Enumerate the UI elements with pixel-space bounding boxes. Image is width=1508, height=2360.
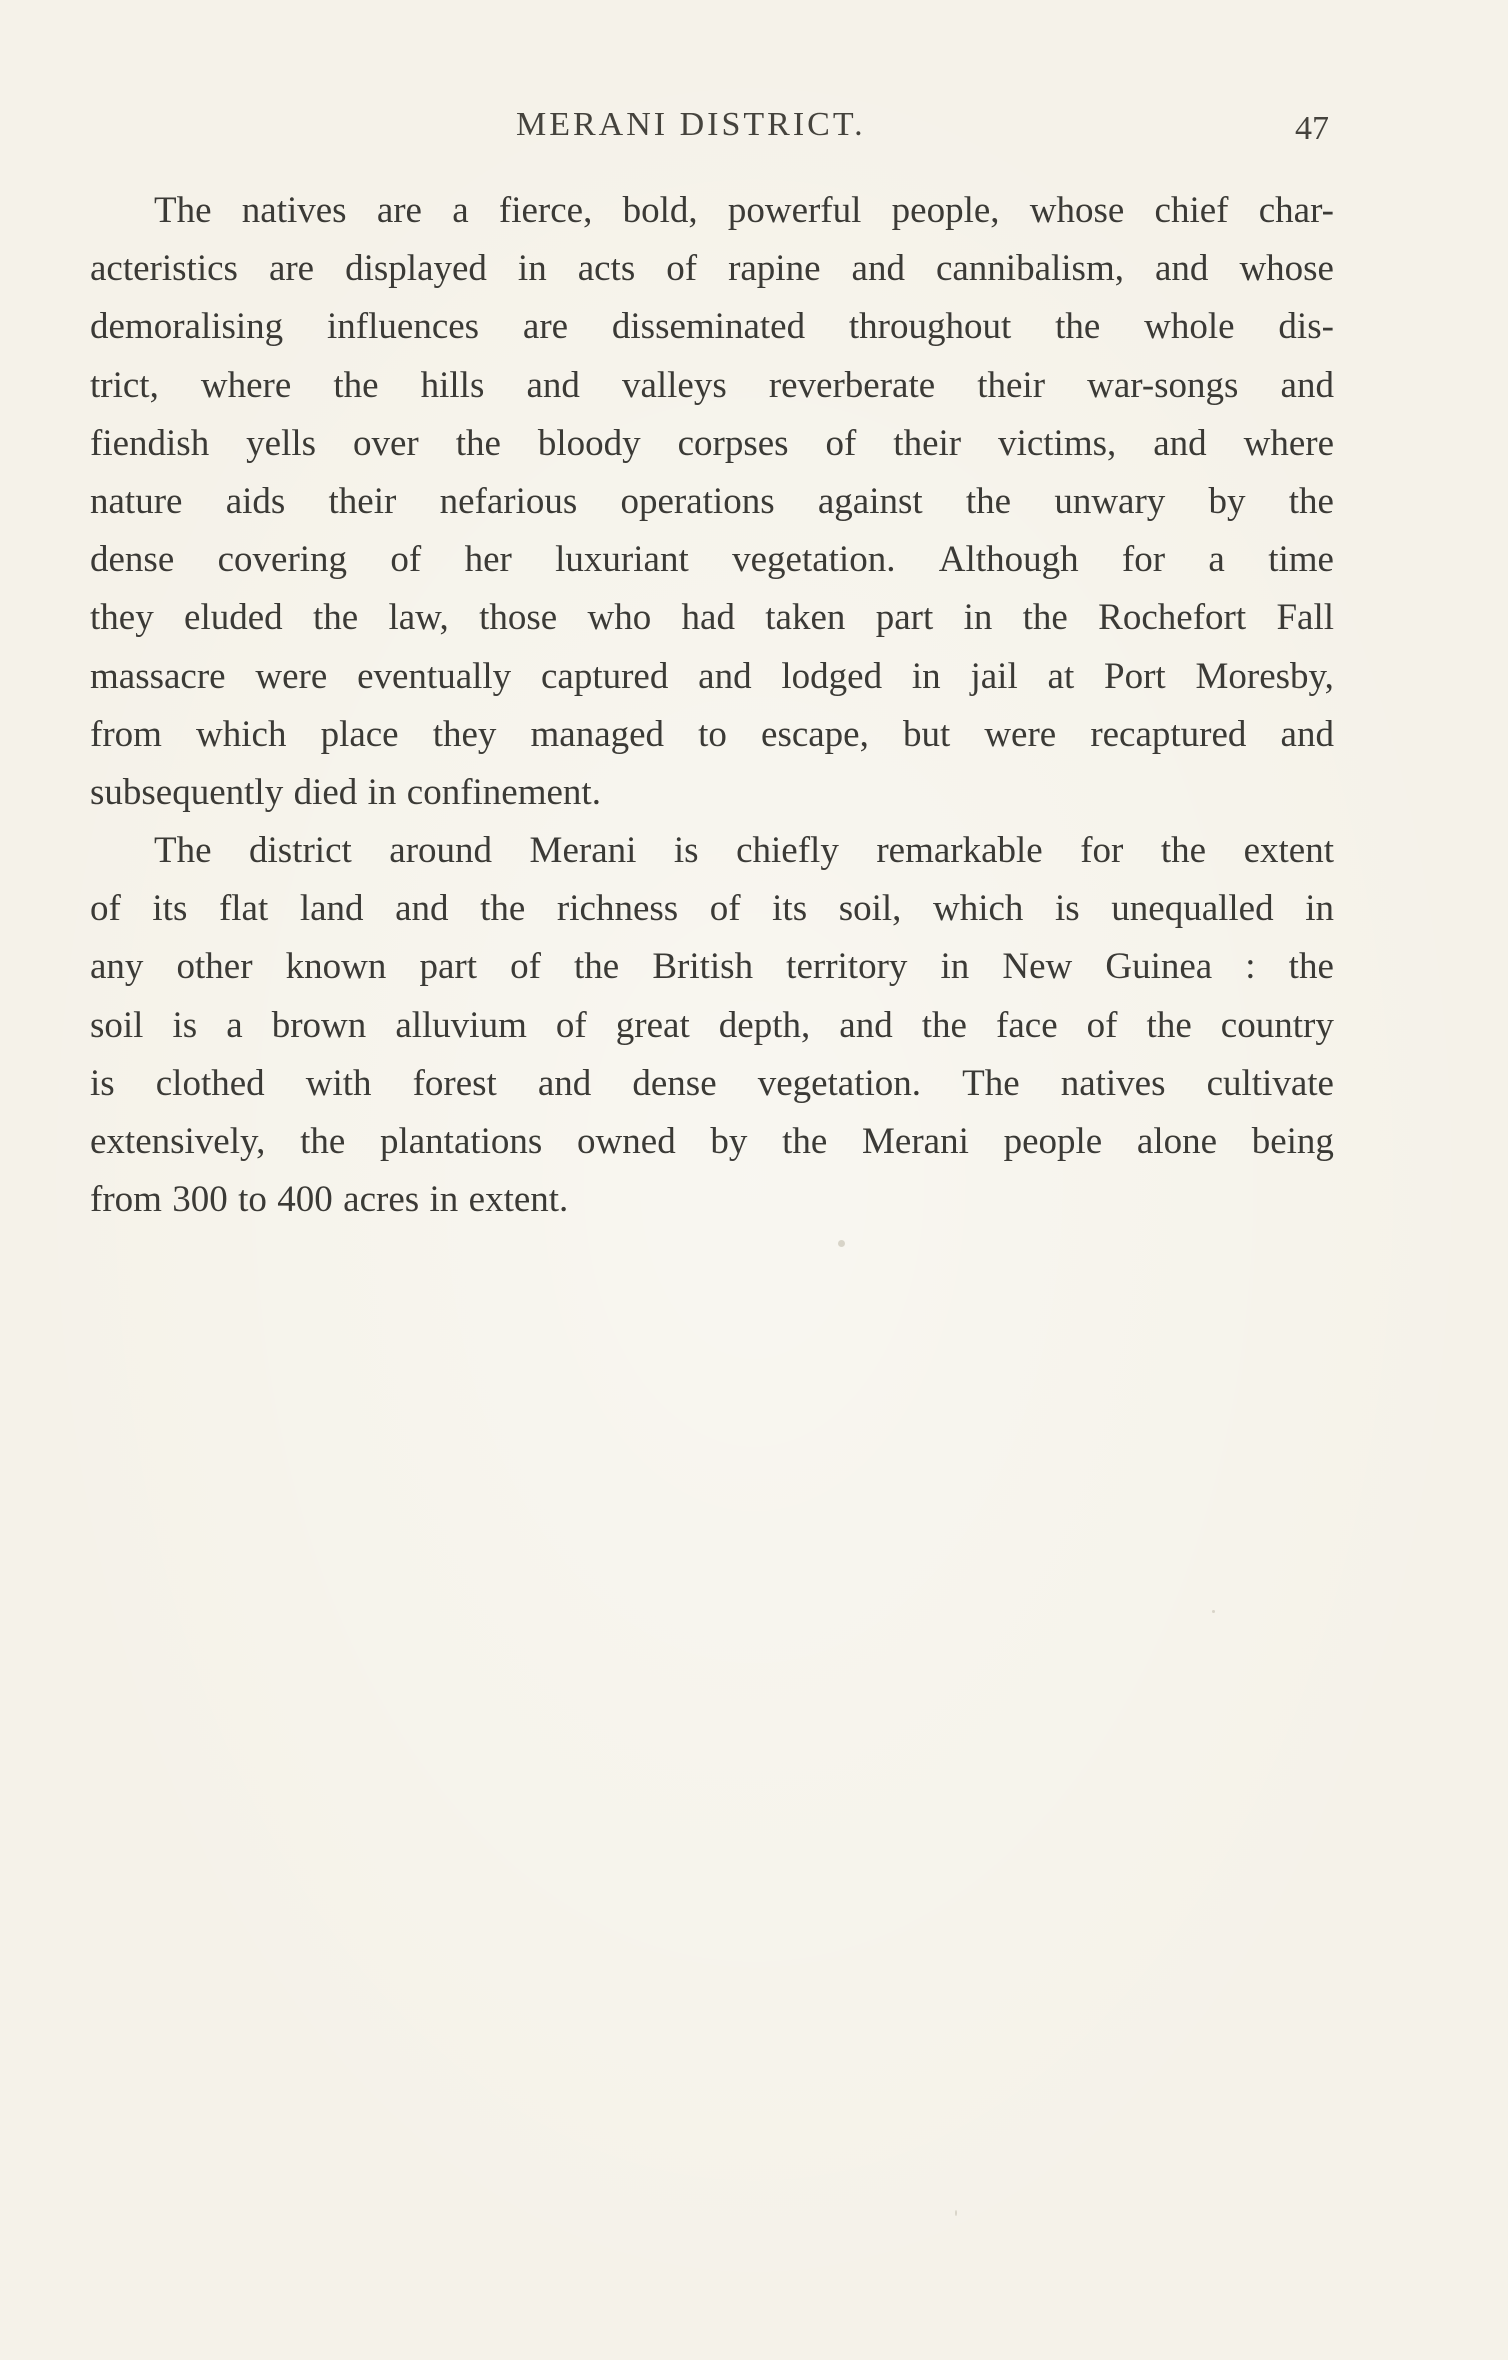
text-line: [90, 706, 1334, 764]
word: acteristics: [90, 248, 238, 290]
word: demoralising: [90, 306, 284, 348]
word: and: [1280, 713, 1334, 755]
word: of: [90, 888, 121, 930]
word: are: [522, 306, 569, 348]
word: and: [839, 1004, 893, 1046]
word: forest: [412, 1062, 497, 1104]
word: of: [510, 946, 541, 988]
word: The: [154, 830, 212, 872]
word: trict,: [90, 364, 159, 406]
word: recaptured: [1090, 713, 1247, 755]
word: escape,: [761, 713, 869, 755]
word: at: [1047, 655, 1075, 697]
word: in: [429, 1179, 459, 1221]
word: captured: [540, 655, 669, 697]
word: they: [432, 713, 497, 755]
word: by: [1208, 480, 1246, 522]
word: died: [293, 771, 358, 813]
word: aids: [225, 480, 286, 522]
word: and: [1153, 422, 1207, 464]
word: unwary: [1054, 480, 1166, 522]
text-line: [90, 822, 1334, 880]
word: Port: [1104, 655, 1166, 697]
word: people: [1003, 1121, 1103, 1162]
word: natives: [1060, 1062, 1166, 1104]
word: subsequently: [90, 771, 284, 813]
word: unequalled: [1111, 888, 1274, 930]
word: depth,: [718, 1004, 811, 1046]
word: chief: [1154, 190, 1229, 231]
word: district: [249, 830, 352, 872]
word: part: [875, 597, 934, 639]
word: valleys: [621, 364, 727, 406]
word: its: [772, 888, 808, 930]
text-line: [90, 182, 1334, 240]
word: whose: [1239, 248, 1334, 290]
word: the: [1055, 306, 1101, 348]
word: 400: [277, 1179, 333, 1221]
word: eluded: [184, 597, 283, 639]
word: bold,: [622, 190, 698, 231]
word: taken: [765, 597, 846, 639]
word: its: [152, 888, 188, 930]
word: extent: [1243, 830, 1334, 872]
word: hills: [420, 364, 485, 406]
word: any: [90, 946, 144, 988]
word: and: [526, 364, 580, 406]
word: is: [90, 1062, 115, 1104]
text-line: [90, 589, 1334, 647]
word: rapine: [728, 248, 821, 290]
word: Although: [938, 539, 1079, 581]
word: fierce,: [498, 190, 593, 231]
word: luxuriant: [555, 539, 689, 581]
word: chiefly: [736, 830, 839, 872]
word: from: [90, 1179, 162, 1221]
word: the: [1022, 597, 1068, 639]
word: Merani: [529, 830, 637, 872]
word: are: [376, 190, 422, 231]
word: whole: [1144, 306, 1235, 348]
word: char-: [1258, 190, 1334, 231]
word: for: [1121, 539, 1166, 581]
word: nefarious: [439, 480, 578, 522]
word: dis-: [1278, 306, 1334, 348]
word: brown: [271, 1004, 367, 1046]
word: and: [698, 655, 752, 697]
word: vegetation.: [732, 539, 896, 581]
running-head: [0, 100, 1508, 150]
word: other: [176, 946, 253, 988]
word: natives: [241, 190, 347, 231]
word: the: [455, 422, 501, 464]
paragraph-natives: [90, 182, 1334, 822]
text-line: [90, 764, 1334, 822]
word: over: [353, 422, 419, 464]
word: had: [681, 597, 735, 639]
word: massacre: [90, 655, 226, 697]
word: jail: [970, 655, 1018, 697]
word: in: [1305, 888, 1334, 930]
text-line: [90, 357, 1334, 415]
word: known: [285, 946, 387, 988]
word: territory: [786, 946, 908, 988]
word: in: [517, 248, 547, 290]
text-line: [90, 415, 1334, 473]
paragraph-district: [90, 822, 1334, 1229]
word: with: [305, 1062, 372, 1104]
word: and: [395, 888, 449, 930]
word: and: [537, 1062, 592, 1104]
word: victims,: [998, 422, 1117, 464]
word: disseminated: [611, 306, 806, 348]
word: being: [1251, 1121, 1334, 1162]
word: the: [574, 946, 620, 988]
word: those: [479, 597, 558, 639]
word: confinement.: [406, 771, 601, 813]
text-line: [90, 298, 1334, 356]
word: influences: [327, 306, 480, 348]
word: managed: [530, 713, 665, 755]
word: covering: [217, 539, 348, 581]
word: alluvium: [395, 1004, 527, 1046]
word: war-songs: [1087, 364, 1239, 406]
word: a: [1208, 539, 1225, 581]
word: throughout: [848, 306, 1012, 348]
word: Fall: [1276, 597, 1334, 639]
word: extensively,: [90, 1121, 266, 1162]
page-number: 47: [1295, 110, 1329, 147]
word: remarkable: [876, 830, 1043, 872]
word: where: [1243, 422, 1334, 464]
word: time: [1268, 539, 1334, 581]
word: of: [666, 248, 698, 290]
word: people,: [891, 190, 1000, 231]
word: and: [1280, 364, 1334, 406]
word: by: [710, 1121, 748, 1162]
word: acres: [343, 1179, 420, 1221]
word: nature: [90, 480, 183, 522]
word: their: [977, 364, 1046, 406]
word: of: [825, 422, 857, 464]
word: land: [299, 888, 364, 930]
word: their: [328, 480, 397, 522]
word: to: [698, 713, 727, 755]
word: country: [1220, 1004, 1334, 1046]
word: of: [709, 888, 741, 930]
word: the: [1146, 1004, 1192, 1046]
word: owned: [577, 1121, 676, 1162]
word: the: [921, 1004, 967, 1046]
word: and: [1155, 248, 1209, 290]
word: clothed: [155, 1062, 265, 1104]
word: but: [902, 713, 951, 755]
word: in: [367, 771, 397, 813]
word: British: [652, 946, 754, 988]
word: flat: [218, 888, 269, 930]
word: plantations: [379, 1121, 543, 1162]
word: which: [196, 713, 287, 755]
word: is: [1055, 888, 1080, 930]
word: soil: [90, 1004, 144, 1046]
word: cannibalism,: [935, 248, 1124, 290]
word: bloody: [537, 422, 641, 464]
word: around: [389, 830, 493, 872]
word: of: [390, 539, 422, 581]
word: from: [90, 713, 162, 755]
word: dense: [90, 539, 175, 581]
word: corpses: [677, 422, 789, 464]
word: is: [673, 830, 699, 872]
text-line: [90, 1171, 1334, 1229]
word: cultivate: [1206, 1062, 1334, 1104]
body-text: [90, 182, 1334, 1229]
word: of: [1086, 1004, 1118, 1046]
word: a: [226, 1004, 243, 1046]
word: reverberate: [768, 364, 936, 406]
word: law,: [388, 597, 449, 639]
text-line: [90, 938, 1334, 996]
word: against: [817, 480, 923, 522]
word: Rochefort: [1098, 597, 1247, 639]
word: in: [963, 597, 993, 639]
word: in: [911, 655, 941, 697]
word: face: [996, 1004, 1058, 1046]
word: which: [933, 888, 1024, 930]
word: operations: [620, 480, 775, 522]
word: her: [464, 539, 512, 581]
word: the: [1288, 946, 1334, 988]
word: the: [312, 597, 359, 639]
word: Guinea: [1105, 946, 1213, 988]
word: acts: [577, 248, 636, 290]
word: displayed: [345, 248, 487, 290]
paper-speck: [1212, 1610, 1215, 1613]
word: are: [268, 248, 315, 290]
word: the: [1288, 480, 1334, 522]
word: soil,: [838, 888, 902, 930]
text-line: [90, 473, 1334, 531]
word: eventually: [357, 655, 512, 697]
word: a: [452, 190, 469, 231]
word: the: [333, 364, 379, 406]
word: The: [154, 190, 212, 231]
word: :: [1245, 946, 1256, 988]
text-line: [90, 997, 1334, 1055]
text-line: [90, 531, 1334, 589]
word: in: [940, 946, 970, 988]
word: of: [555, 1004, 587, 1046]
word: where: [200, 364, 292, 406]
word: New: [1002, 946, 1073, 988]
word: place: [320, 713, 399, 755]
word: for: [1080, 830, 1124, 872]
word: to: [238, 1179, 267, 1221]
word: is: [172, 1004, 198, 1046]
word: Merani: [862, 1121, 969, 1162]
word: whose: [1029, 190, 1125, 231]
text-line: [90, 1055, 1334, 1113]
word: alone: [1136, 1121, 1218, 1162]
word: lodged: [781, 655, 883, 697]
word: their: [893, 422, 962, 464]
word: yells: [246, 422, 317, 464]
paper-speck: [955, 2210, 957, 2216]
word: part: [419, 946, 478, 988]
word: the: [480, 888, 526, 930]
word: who: [587, 597, 652, 639]
word: Moresby,: [1195, 655, 1334, 697]
word: they: [90, 597, 154, 639]
word: the: [782, 1121, 828, 1162]
word: and: [851, 248, 905, 290]
word: The: [962, 1062, 1020, 1104]
word: 300: [172, 1179, 228, 1221]
word: fiendish: [90, 422, 210, 464]
word: the: [300, 1121, 346, 1162]
text-line: [90, 648, 1334, 706]
word: the: [1160, 830, 1207, 872]
word: vegetation.: [757, 1062, 922, 1104]
running-title: MERANI DISTRICT.: [516, 106, 866, 143]
word: richness: [556, 888, 679, 930]
word: were: [255, 655, 328, 697]
word: extent.: [468, 1179, 569, 1221]
text-line: [90, 880, 1334, 938]
text-line: [90, 240, 1334, 298]
word: powerful: [727, 190, 862, 231]
word: were: [984, 713, 1057, 755]
text-line: [90, 1113, 1334, 1171]
word: the: [965, 480, 1012, 522]
paper-speck: [838, 1240, 845, 1247]
word: dense: [632, 1062, 717, 1104]
word: great: [615, 1004, 690, 1046]
